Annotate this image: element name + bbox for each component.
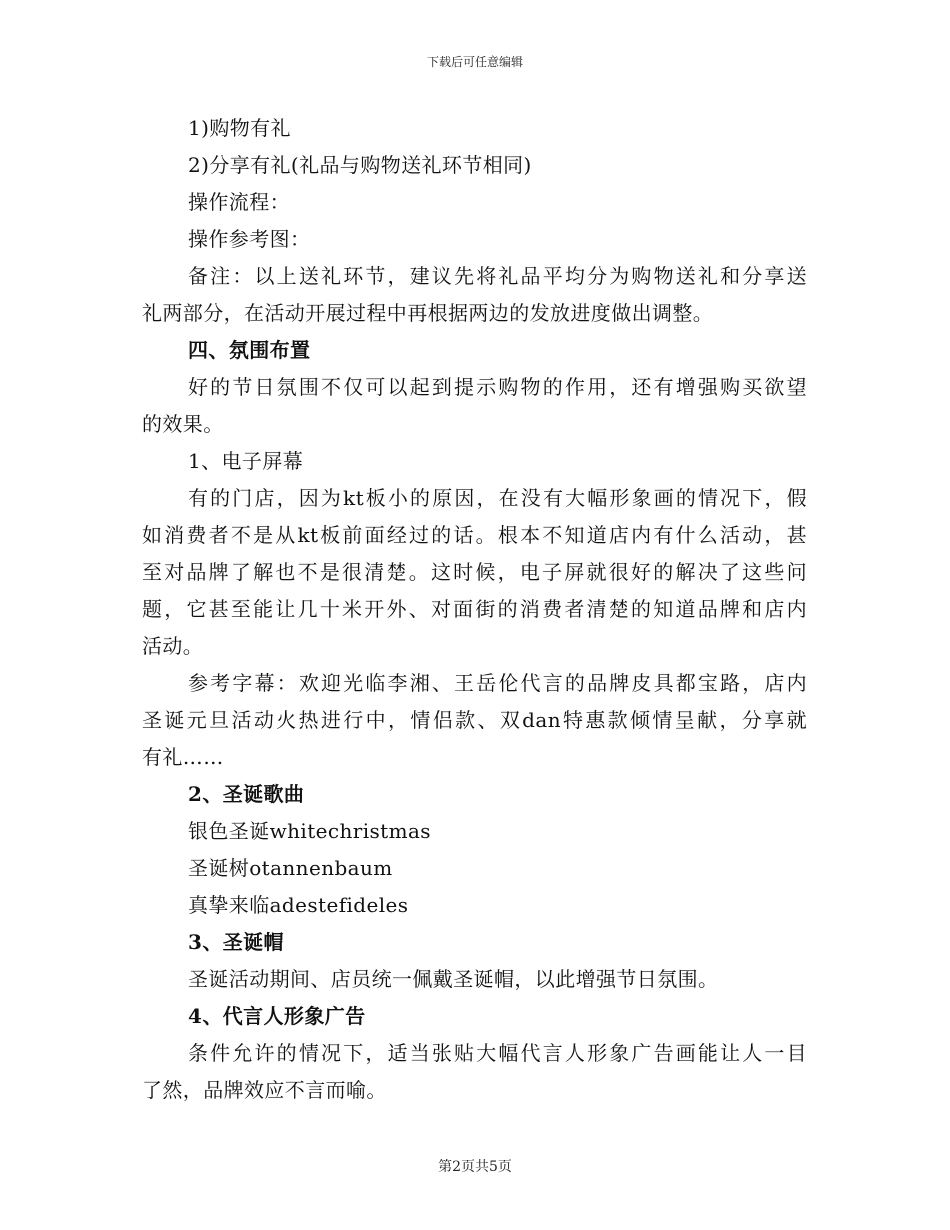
section-heading: 3、圣诞帽 — [188, 930, 284, 954]
text-line: 有礼…… — [142, 745, 224, 769]
section-heading: 2、圣诞歌曲 — [188, 782, 305, 806]
text-line: 的效果。 — [142, 412, 224, 436]
text-line: 好的节日氛围不仅可以起到提示购物的作用，还有增强购买欲望 — [188, 375, 807, 399]
text-line: 操作流程： — [188, 190, 290, 214]
text-line: 1、电子屏幕 — [188, 449, 304, 473]
text-line: 题，它甚至能让几十米开外、对面街的消费者清楚的知道品牌和店内 — [142, 597, 807, 621]
text-line: 如消费者不是从kt板前面经过的话。根本不知道店内有什么活动，甚 — [142, 523, 807, 547]
text-line: 参考字幕：欢迎光临李湘、王岳伦代言的品牌皮具都宝路，店内 — [188, 671, 807, 695]
text-line: 2)分享有礼(礼品与购物送礼环节相同) — [188, 153, 532, 177]
text-line: 礼两部分，在活动开展过程中再根据两边的发放进度做出调整。 — [142, 301, 714, 325]
page-header: 下载后可任意编辑 — [426, 55, 523, 69]
text-line: 真挚来临adestefideles — [188, 893, 409, 917]
text-line: 有的门店，因为kt板小的原因，在没有大幅形象画的情况下，假 — [188, 486, 807, 510]
text-line: 银色圣诞whitechristmas — [188, 819, 431, 843]
text-line: 备注：以上送礼环节，建议先将礼品平均分为购物送礼和分享送 — [188, 264, 807, 288]
document-body — [142, 110, 807, 1109]
text-line: 至对品牌了解也不是很清楚。这时候，电子屏就很好的解决了这些问 — [142, 560, 807, 584]
text-line: 操作参考图： — [188, 227, 311, 251]
section-heading: 四、氛围布置 — [188, 338, 311, 362]
page-footer: 第2页共5页 — [438, 1159, 512, 1175]
text-line: 1)购物有礼 — [188, 116, 291, 140]
text-line: 了然，品牌效应不言而喻。 — [142, 1078, 387, 1102]
section-heading: 4、代言人形象广告 — [188, 1004, 366, 1028]
text-line: 活动。 — [142, 634, 204, 658]
text-line: 条件允许的情况下，适当张贴大幅代言人形象广告画能让人一目 — [188, 1041, 807, 1065]
text-line: 圣诞树otannenbaum — [188, 856, 393, 880]
text-line: 圣诞活动期间、店员统一佩戴圣诞帽，以此增强节日氛围。 — [188, 967, 719, 991]
text-line: 圣诞元旦活动火热进行中，情侣款、双dan特惠款倾情呈献，分享就 — [142, 708, 807, 732]
